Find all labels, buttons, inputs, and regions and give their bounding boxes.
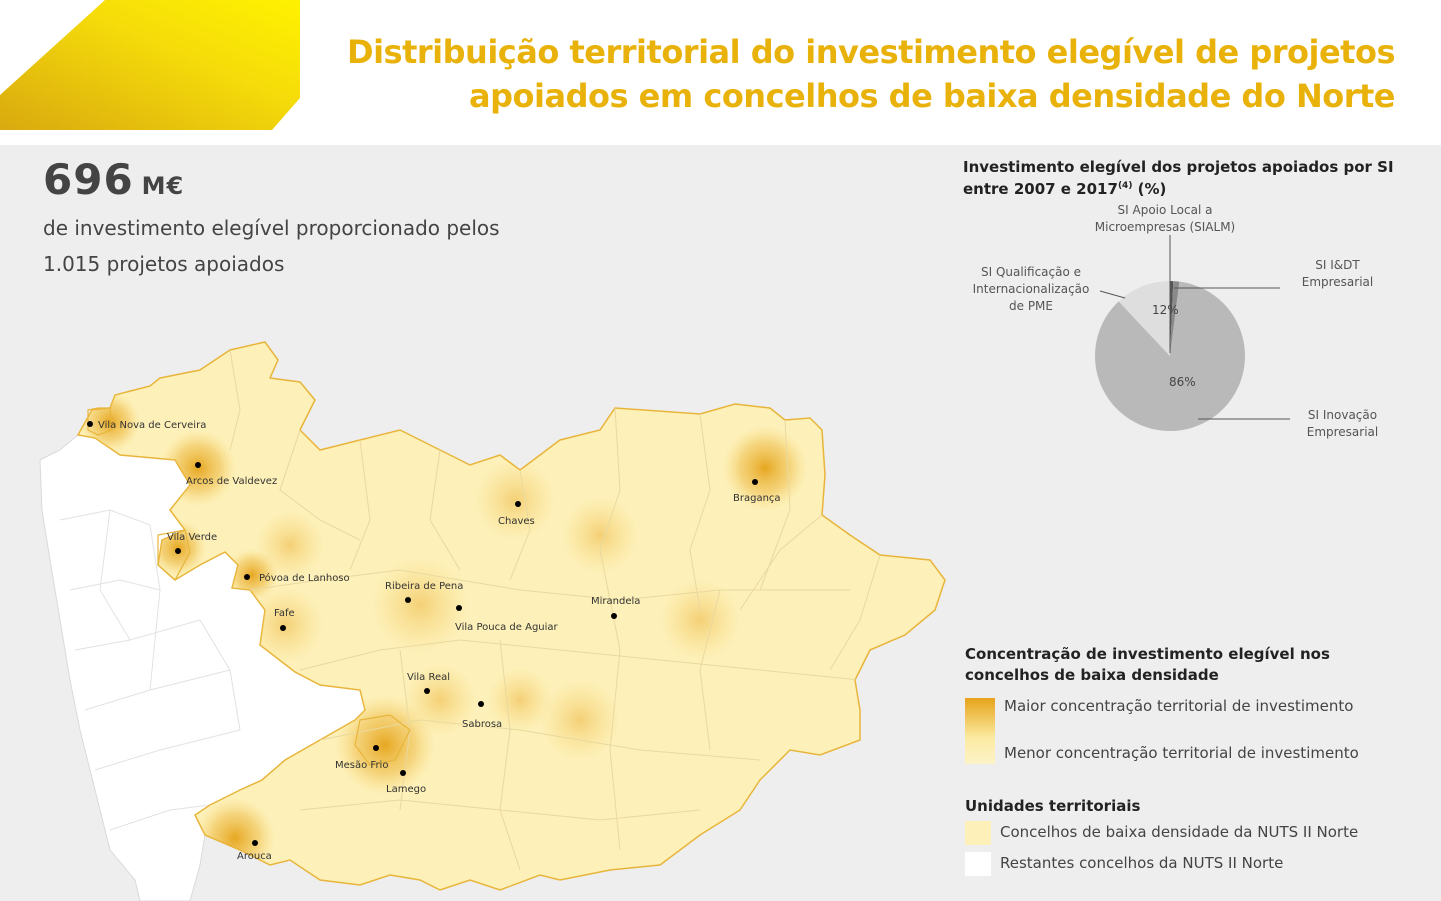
concentration-gradient-swatch xyxy=(965,698,995,764)
place-povoa-de-lanhoso xyxy=(244,572,350,584)
pie-title-line-1: Investimento elegível dos projetos apoiados por SI xyxy=(963,158,1394,176)
concentration-legend-title: Concentração de investimento elegível nos concelhos de baixa densidade xyxy=(965,645,1330,684)
page-header xyxy=(0,0,1441,145)
leader-line-qualificacao xyxy=(1100,291,1125,298)
pie-label-inovacao: SI Inovação Empresarial xyxy=(1306,408,1379,439)
description-line-2: 1.015 projetos apoiados xyxy=(43,252,285,276)
pie-title-line-2: entre 2007 e 2017$^{(4)}$ (%) xyxy=(963,180,1167,198)
pie-value-label-qualificacao: 12% xyxy=(1152,303,1179,317)
investment-value: 696 xyxy=(43,155,134,204)
legend-low-density-municipalities: Concelhos de baixa densidade da NUTS II Norte xyxy=(1000,823,1359,841)
pie-label-sialm: SI Apoio Local a Microempresas (SIALM) xyxy=(1094,203,1236,234)
svg-text:Vila Verde: Vila Verde xyxy=(167,532,218,543)
place-vila-nova-de-cerveira xyxy=(87,420,206,431)
svg-text:Vila Pouca de Aguiar: Vila Pouca de Aguiar xyxy=(455,622,558,633)
pie-chart-title xyxy=(963,158,1403,199)
legend-low-concentration: Menor concentração territorial de investimento xyxy=(1004,744,1359,762)
investment-total xyxy=(43,155,184,204)
svg-text:Vila Real: Vila Real xyxy=(407,672,451,683)
svg-text:Fafe: Fafe xyxy=(274,608,295,619)
page-title-line-1: Distribuição territorial do investimento elegível de projetos xyxy=(347,33,1395,71)
svg-text:Sabrosa: Sabrosa xyxy=(462,719,503,730)
pie-value-label-inovacao: 86% xyxy=(1169,375,1196,389)
norte-region-map xyxy=(0,290,960,901)
territorial-units-title: Unidades territoriais xyxy=(965,797,1141,815)
legend-high-concentration: Maior concentração territorial de investimento xyxy=(1004,697,1354,715)
swatch-other-municipalities xyxy=(965,852,991,876)
svg-text:Póvoa de Lanhoso: Póvoa de Lanhoso xyxy=(259,573,350,584)
svg-text:Vila Nova de Cerveira: Vila Nova de Cerveira xyxy=(98,420,207,431)
yellow-banner-shape xyxy=(0,0,310,132)
investment-unit: M€ xyxy=(141,172,185,200)
description-line-1: de investimento elegível proporcionado pelos xyxy=(43,216,500,240)
investment-description xyxy=(43,210,500,282)
svg-text:Arouca: Arouca xyxy=(237,851,272,862)
svg-text:Bragança: Bragança xyxy=(733,493,781,504)
legend-other-municipalities: Restantes concelhos da NUTS II Norte xyxy=(1000,854,1284,872)
pie-label-qualificacao: SI Qualificação e Internacionalização de PME xyxy=(972,265,1090,313)
svg-text:Arcos de Valdevez: Arcos de Valdevez xyxy=(186,476,278,487)
svg-text:Mirandela: Mirandela xyxy=(591,596,641,607)
svg-text:Ribeira de Pena: Ribeira de Pena xyxy=(385,581,464,592)
page-title-line-2: apoiados em concelhos de baixa densidade do Norte xyxy=(469,77,1395,115)
page-title xyxy=(295,30,1395,118)
svg-text:Lamego: Lamego xyxy=(386,784,427,795)
pie-label-idt: SI I&DT Empresarial xyxy=(1301,258,1374,289)
svg-text:Chaves: Chaves xyxy=(498,516,535,527)
swatch-low-density xyxy=(965,821,991,845)
svg-text:Mesão Frio: Mesão Frio xyxy=(335,760,389,771)
